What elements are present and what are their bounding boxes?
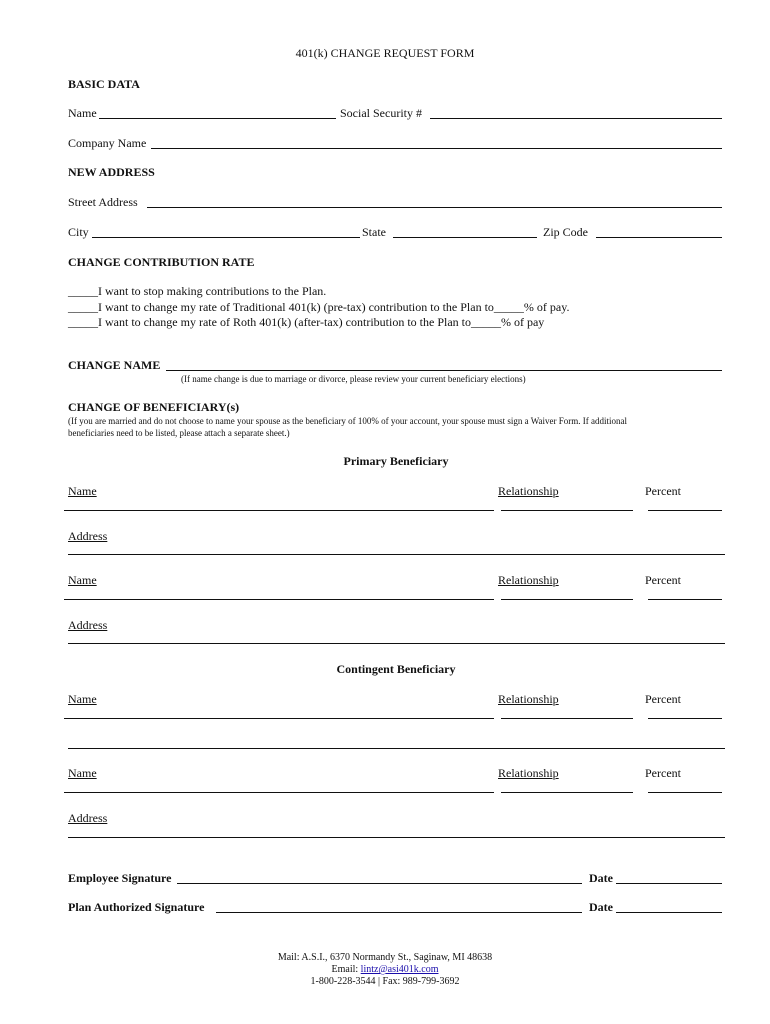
traditional-rate-blank[interactable]: _____ xyxy=(493,300,524,314)
contingent-2-name-field[interactable] xyxy=(64,792,494,793)
beneficiary-address-label: Address xyxy=(68,811,108,825)
basic-data-heading: BASIC DATA xyxy=(68,77,140,91)
city-label: City xyxy=(68,225,89,239)
name-label: Name xyxy=(68,106,97,120)
contingent-1-name-field[interactable] xyxy=(64,718,494,719)
employee-signature-label: Employee Signature xyxy=(68,871,172,885)
option-text: I want to change my rate of Traditional 401(k) (pre-tax) contribution to the Plan to xyxy=(98,300,494,314)
beneficiary-note-line1: (If you are married and do not choose to name your spouse as the beneficiary of 100% of your account, your spouse must sign a Waiver Form. If additional xyxy=(68,416,627,426)
zip-code-field[interactable] xyxy=(596,237,722,238)
option-blank[interactable]: _____ xyxy=(68,315,98,329)
employee-signature-field[interactable] xyxy=(177,883,582,884)
employee-date-label: Date xyxy=(589,871,613,885)
employee-date-field[interactable] xyxy=(616,883,722,884)
contingent-1-percent-field[interactable] xyxy=(648,718,722,719)
change-name-field[interactable] xyxy=(166,370,722,371)
beneficiary-relationship-label: Relationship xyxy=(498,692,559,706)
primary-2-percent-field[interactable] xyxy=(648,599,722,600)
name-field[interactable] xyxy=(99,118,336,119)
beneficiary-name-label: Name xyxy=(68,692,97,706)
primary-1-name-field[interactable] xyxy=(64,510,494,511)
beneficiary-percent-label: Percent xyxy=(645,484,681,498)
street-address-field[interactable] xyxy=(147,207,722,208)
contingent-2-address-field[interactable] xyxy=(68,837,725,838)
option-text-suffix: % of pay. xyxy=(523,300,570,314)
form-title: 401(k) CHANGE REQUEST FORM xyxy=(295,46,475,60)
primary-1-percent-field[interactable] xyxy=(648,510,722,511)
company-name-label: Company Name xyxy=(68,136,147,150)
new-address-heading: NEW ADDRESS xyxy=(68,165,155,179)
beneficiary-percent-label: Percent xyxy=(645,573,681,587)
option-blank[interactable]: _____ xyxy=(68,300,98,314)
option-text-suffix: % of pay xyxy=(500,315,545,329)
footer-phone: 1-800-228-3544 | Fax: 989-799-3692 xyxy=(310,976,460,987)
primary-2-address-field[interactable] xyxy=(68,643,725,644)
primary-beneficiary-heading: Primary Beneficiary xyxy=(343,454,449,468)
state-label: State xyxy=(362,225,386,239)
primary-2-name-field[interactable] xyxy=(64,599,494,600)
primary-2-relationship-field[interactable] xyxy=(501,599,633,600)
plan-signature-field[interactable] xyxy=(216,912,582,913)
change-name-note: (If name change is due to marriage or divorce, please review your current beneficiary elections) xyxy=(181,374,526,384)
company-name-field[interactable] xyxy=(151,148,722,149)
option-stop-contributions[interactable] xyxy=(68,284,326,299)
footer-email xyxy=(0,964,770,975)
plan-signature-label: Plan Authorized Signature xyxy=(68,900,205,914)
contribution-heading: CHANGE CONTRIBUTION RATE xyxy=(68,255,255,269)
beneficiary-relationship-label: Relationship xyxy=(498,573,559,587)
option-traditional-rate[interactable] xyxy=(68,300,569,315)
contingent-1-address-field[interactable] xyxy=(68,748,725,749)
street-address-label: Street Address xyxy=(68,195,138,209)
contingent-2-relationship-field[interactable] xyxy=(501,792,633,793)
option-blank[interactable]: _____ xyxy=(68,284,98,298)
plan-date-field[interactable] xyxy=(616,912,722,913)
email-link[interactable]: lintz@asi401k.com xyxy=(360,964,439,975)
beneficiary-heading: CHANGE OF BENEFICIARY(s) xyxy=(68,400,240,414)
beneficiary-percent-label: Percent xyxy=(645,766,681,780)
option-roth-rate[interactable] xyxy=(68,315,544,330)
state-field[interactable] xyxy=(393,237,537,238)
beneficiary-name-label: Name xyxy=(68,484,97,498)
plan-date-label: Date xyxy=(589,900,613,914)
beneficiary-address-label: Address xyxy=(68,529,108,543)
contingent-2-percent-field[interactable] xyxy=(648,792,722,793)
primary-1-address-field[interactable] xyxy=(68,554,725,555)
option-text: I want to stop making contributions to the Plan. xyxy=(98,284,327,298)
beneficiary-address-label: Address xyxy=(68,618,108,632)
ssn-label: Social Security # xyxy=(340,106,422,120)
city-field[interactable] xyxy=(92,237,360,238)
contingent-1-relationship-field[interactable] xyxy=(501,718,633,719)
beneficiary-note-line2: beneficiaries need to be listed, please attach a separate sheet.) xyxy=(68,428,290,438)
footer-email-prefix: Email: xyxy=(331,964,361,975)
primary-1-relationship-field[interactable] xyxy=(501,510,633,511)
beneficiary-percent-label: Percent xyxy=(645,692,681,706)
footer-mail: Mail: A.S.I., 6370 Normandy St., Saginaw, MI 48638 xyxy=(277,952,493,963)
contingent-beneficiary-heading: Contingent Beneficiary xyxy=(336,662,456,676)
zip-code-label: Zip Code xyxy=(543,225,588,239)
option-text: I want to change my rate of Roth 401(k) (after-tax) contribution to the Plan to xyxy=(98,315,471,329)
beneficiary-name-label: Name xyxy=(68,573,97,587)
ssn-field[interactable] xyxy=(430,118,722,119)
roth-rate-blank[interactable]: _____ xyxy=(470,315,501,329)
beneficiary-name-label: Name xyxy=(68,766,97,780)
change-name-heading: CHANGE NAME xyxy=(68,358,161,372)
beneficiary-relationship-label: Relationship xyxy=(498,484,559,498)
beneficiary-relationship-label: Relationship xyxy=(498,766,559,780)
